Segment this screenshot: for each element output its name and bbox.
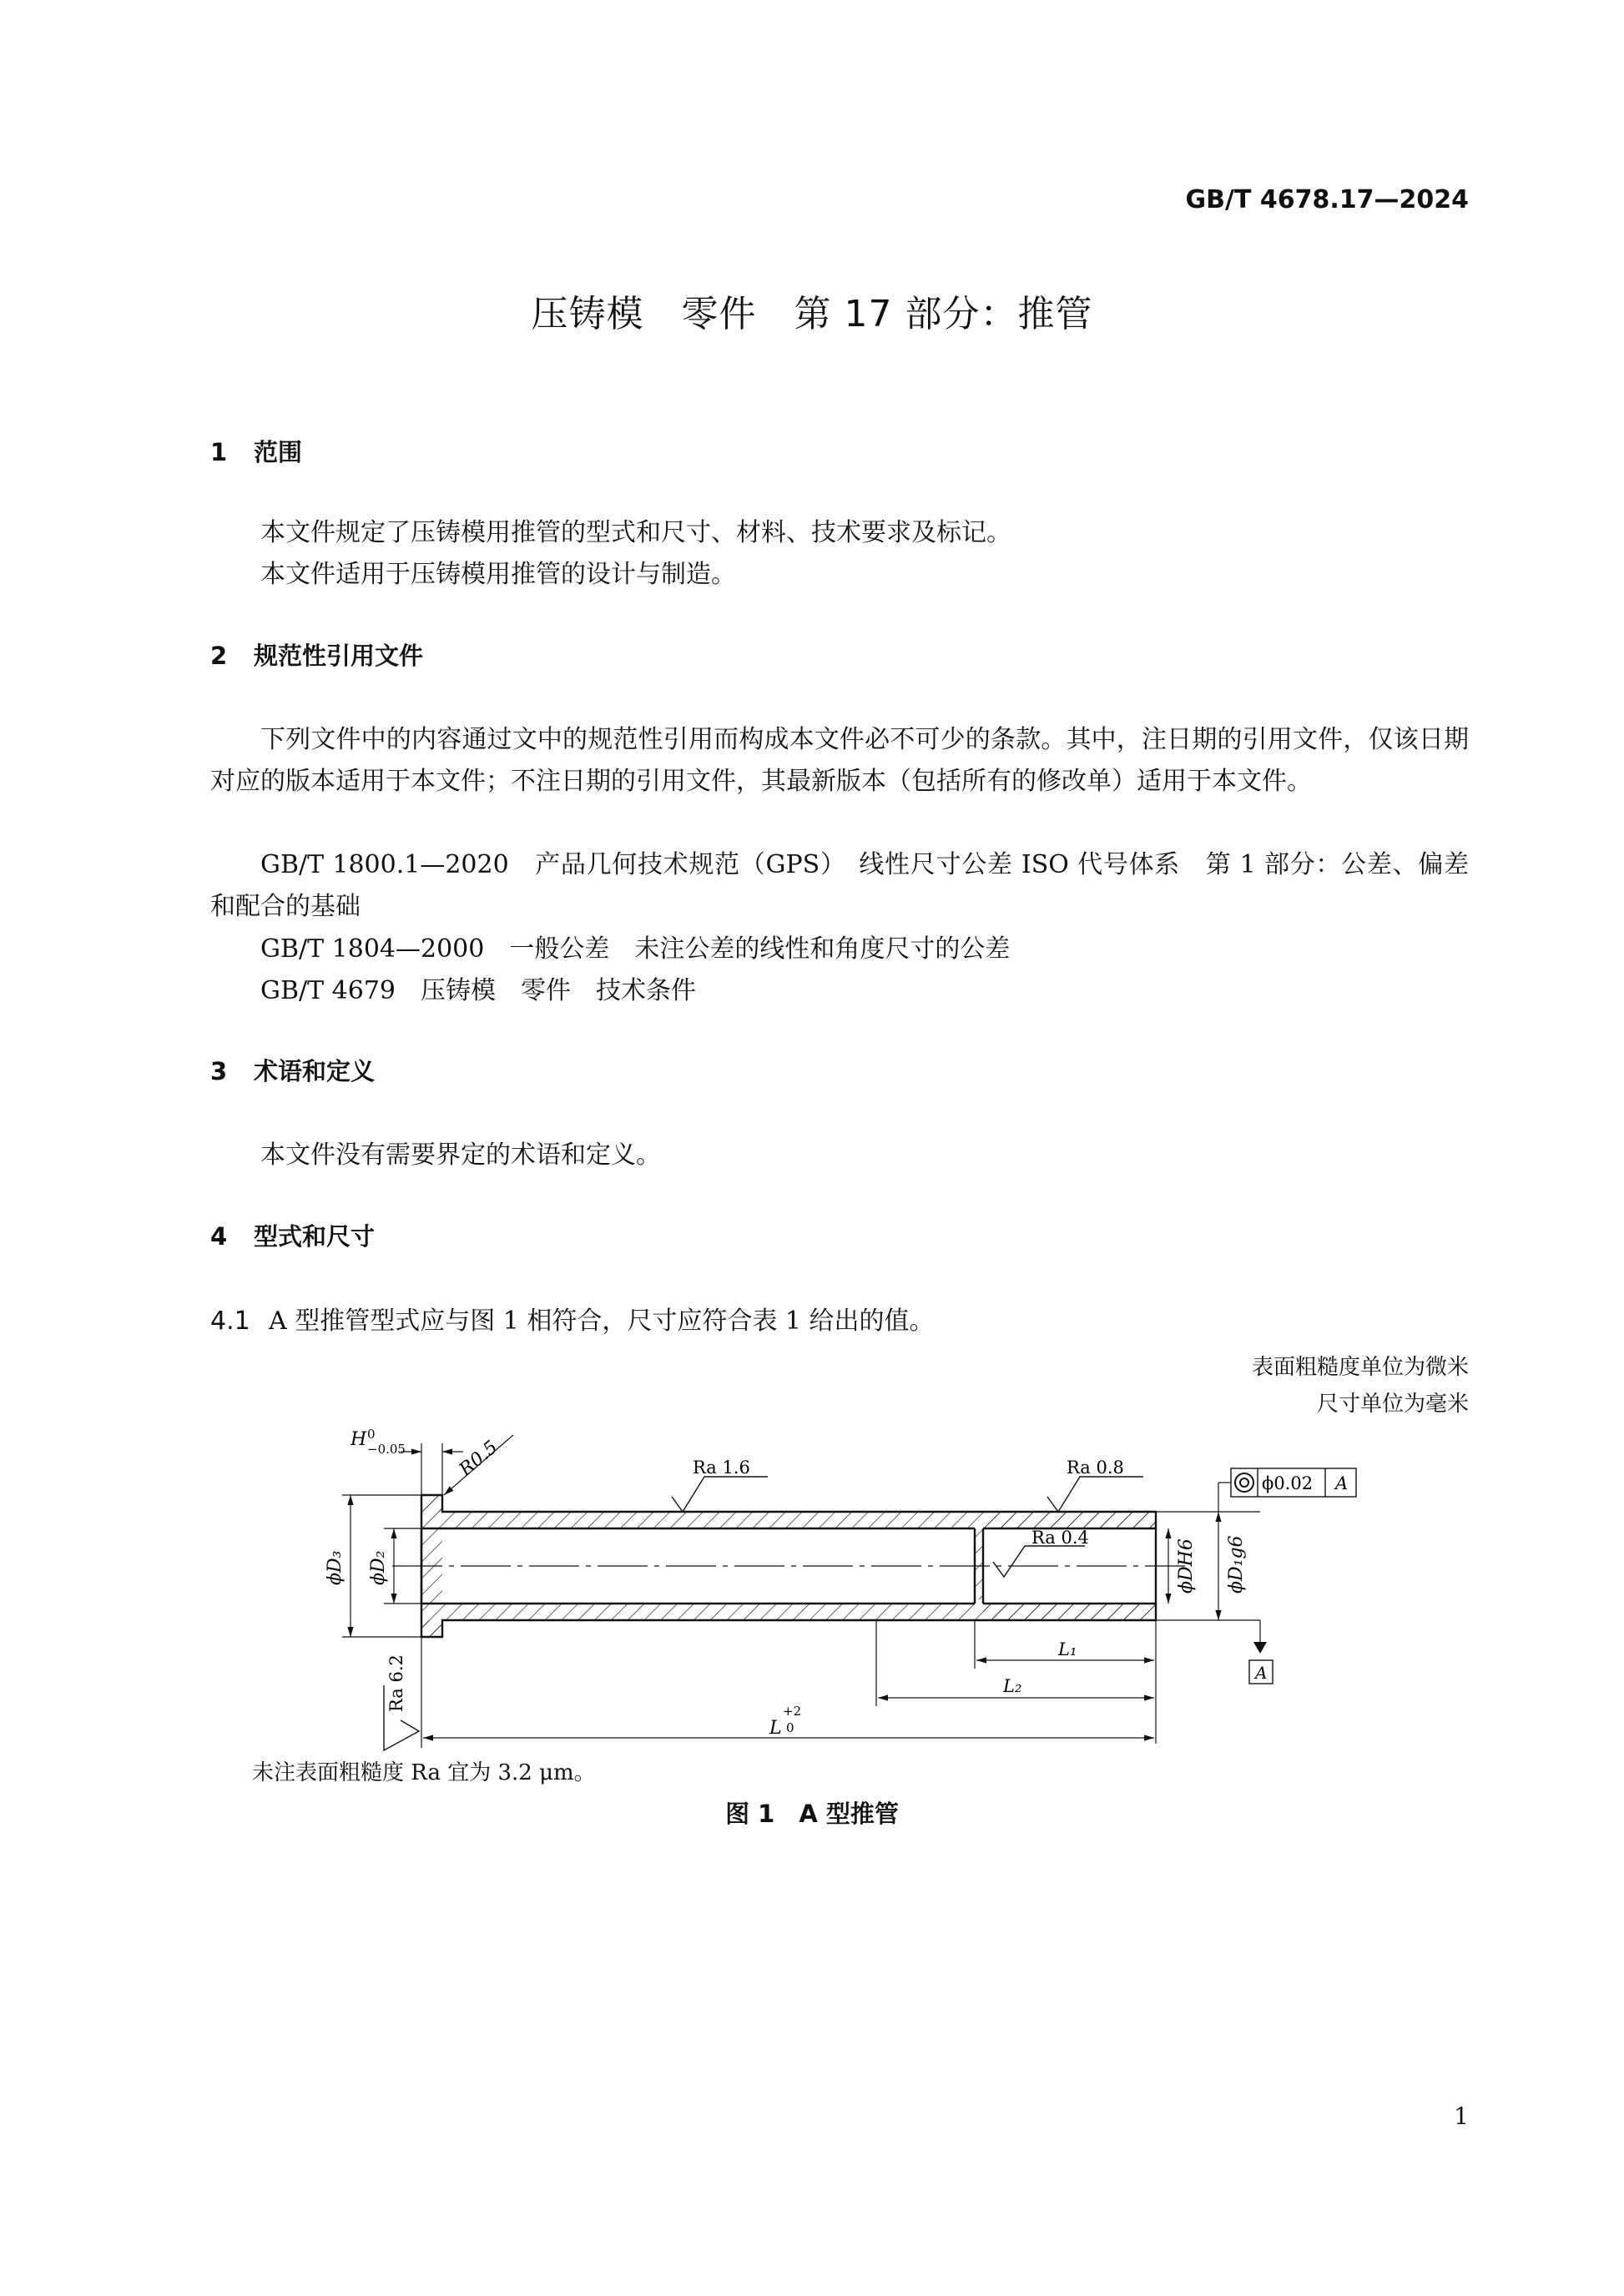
section-number: 1 [210, 438, 228, 466]
page-title: 压铸模 零件 第 17 部分：推管 [531, 293, 1093, 335]
d3-label: ϕD₃ [325, 1550, 345, 1585]
roughness-symbol-2 [1047, 1477, 1143, 1512]
section-number: 4 [210, 1222, 228, 1251]
roughness-unit-note: 表面粗糙度单位为微米 [1251, 1355, 1469, 1380]
roughness-symbol-3 [993, 1546, 1085, 1577]
roughness-ra-0-4: Ra 0.4 [1031, 1528, 1089, 1548]
l2-label: L₂ [1003, 1676, 1022, 1696]
reference-3: GB/T 4679 压铸模 零件 技术条件 [260, 976, 697, 1005]
clause-4-1 [210, 1300, 935, 1337]
figure-caption: 图 1 A 型推管 [725, 1800, 899, 1828]
h-label: H [351, 1429, 367, 1450]
l-tol-lower: 0 [786, 1720, 794, 1735]
section-title: 术语和定义 [254, 1057, 376, 1085]
d1g6-label: ϕD₁g6 [1226, 1535, 1247, 1594]
section-number: 2 [210, 642, 228, 670]
clause-text: A 型推管型式应与图 1 相符合，尺寸应符合表 1 给出的值。 [269, 1307, 935, 1336]
section-number: 3 [210, 1057, 228, 1085]
section-title: 范围 [254, 438, 303, 466]
figure-note: 未注表面粗糙度 Ra 宜为 3.2 μm。 [252, 1760, 596, 1785]
page-number: 1 [1454, 2102, 1469, 2130]
h-dimension [401, 1443, 463, 1495]
clause-number: 4.1 [210, 1307, 250, 1336]
figure-1-drawing [300, 1418, 1402, 1752]
tolerance-value: ϕ0.02 [1262, 1473, 1314, 1493]
roughness-ra-1-6: Ra 1.6 [693, 1458, 750, 1478]
l1-label: L₁ [1058, 1639, 1077, 1659]
section-title: 规范性引用文件 [254, 642, 424, 670]
datum-a-label: A [1255, 1663, 1268, 1683]
d2-label: ϕD₂ [368, 1550, 389, 1585]
l-label: L [769, 1718, 782, 1739]
section-2-paragraph: 下列文件中的内容通过文中的规范性引用而构成本文件必不可少的条款。其中，注日期的引用文件，仅该日期对应的版本适用于本文件；不注日期的引用文件，其最新版本（包括所有的修改单）适用于本文件。 [210, 725, 1469, 796]
h-tol-upper: 0 [367, 1427, 376, 1442]
l-tol-upper: +2 [783, 1704, 802, 1719]
section-1-paragraph-1: 本文件规定了压铸模用推管的型式和尺寸、材料、技术要求及标记。 [260, 518, 1011, 547]
tolerance-datum: A [1335, 1473, 1349, 1493]
standard-number: GB/T 4678.17—2024 [1185, 185, 1469, 214]
section-3-heading [210, 1053, 375, 1087]
section-1-paragraph-2: 本文件适用于压铸模用推管的设计与制造。 [260, 560, 736, 589]
section-2-heading [210, 637, 423, 672]
section-1-heading [210, 434, 302, 468]
dimension-unit-note: 尺寸单位为毫米 [1316, 1392, 1469, 1417]
r05-label: R0.5 [455, 1437, 502, 1481]
roughness-symbol-1 [672, 1477, 768, 1512]
reference-2: GB/T 1804—2000 一般公差 未注公差的线性和角度尺寸的公差 [260, 934, 1011, 964]
h-tol-lower: −0.05 [367, 1442, 406, 1457]
section-title: 型式和尺寸 [254, 1222, 376, 1251]
roughness-ra-6-2: Ra 6.2 [386, 1654, 406, 1712]
section-4-heading [210, 1218, 375, 1252]
dh6-label: ϕDH6 [1176, 1538, 1197, 1594]
section-3-paragraph: 本文件没有需要界定的术语和定义。 [260, 1140, 661, 1170]
roughness-ra-0-8: Ra 0.8 [1067, 1458, 1124, 1478]
reference-1: GB/T 1800.1—2020 产品几何技术规范（GPS） 线性尺寸公差 ISO 代号体系 第 1 部分：公差、偏差和配合的基础 [210, 850, 1469, 921]
